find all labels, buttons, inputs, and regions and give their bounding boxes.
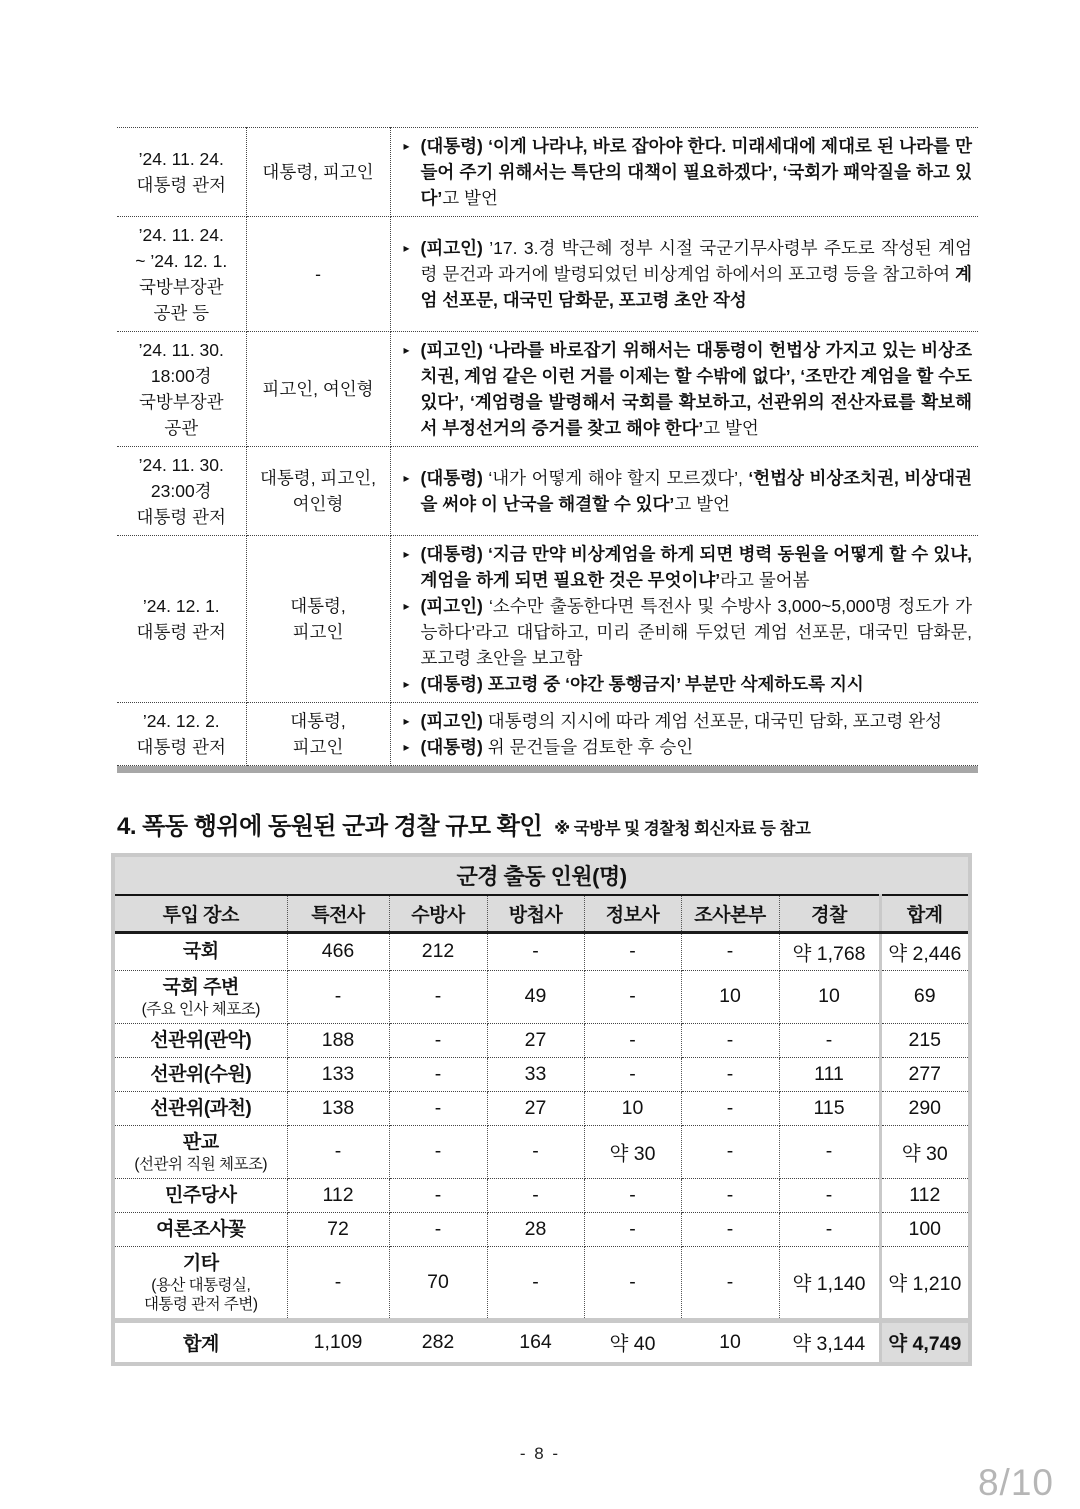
deploy-value-cell: 72 xyxy=(287,1212,389,1246)
bullet-text-segment: ’17. 3.경 박근혜 정부 시절 국군기무사령부 주도로 작성된 계엄령 문건과 과거에 발령되었던 비상계엄 하에서의 포고령 등을 참고하여 xyxy=(420,238,972,284)
deploy-place-label: 민주당사 xyxy=(165,1184,237,1206)
table-end-bar xyxy=(117,766,978,773)
deploy-value-cell: 약 1,768 xyxy=(779,932,880,970)
deploy-value-cell: 100 xyxy=(880,1212,970,1246)
deploy-value-cell: - xyxy=(487,1125,584,1178)
deploy-value-cell: - xyxy=(681,932,779,970)
deployment-table-title-row xyxy=(113,855,970,895)
deploy-place-label: 국회 주변 xyxy=(162,976,239,998)
deploy-value-cell: - xyxy=(389,1057,487,1091)
bullet-text-segment: ‘나라를 바로잡기 위해서는 대통령이 헌법상 가지고 있는 비상조치권, 계엄 같은 이런 거를 이제는 할 수밖에 없다’, ‘조만간 계엄을 할 수도 있다’, ‘계엄령을 발령해서 국회를 확보하고, 선관위의 전산자료를 확보해서 부정선거의 증거를 찾고 해야 한다’ xyxy=(420,340,972,438)
deploy-place-label: 선관위(관악) xyxy=(150,1029,252,1051)
deploy-row xyxy=(113,1125,970,1178)
bullet-marker-icon: ▸ xyxy=(403,677,410,691)
bullet-item xyxy=(401,593,973,671)
deploy-value-cell: 10 xyxy=(584,1091,681,1125)
deploy-total-value-cell: 약 4,749 xyxy=(880,1320,970,1364)
deploy-place-cell xyxy=(113,1178,287,1212)
timeline-row xyxy=(117,128,978,217)
deploy-place-sublabel: (용산 대통령실, xyxy=(151,1276,251,1294)
deploy-value-cell: 27 xyxy=(487,1091,584,1125)
deploy-col-header: 합계 xyxy=(880,895,970,932)
deploy-value-cell: - xyxy=(389,1091,487,1125)
deploy-value-cell: - xyxy=(389,1125,487,1178)
timeline-desc-cell xyxy=(390,703,978,766)
deploy-value-cell: 112 xyxy=(880,1178,970,1212)
deploy-value-cell: - xyxy=(779,1212,880,1246)
bullet-text-segment: (대통령) xyxy=(420,737,488,757)
bullet-item xyxy=(401,671,973,697)
deploy-place-label: 판교 xyxy=(182,1131,219,1153)
bullet-marker-icon: ▸ xyxy=(403,740,410,754)
deploy-value-cell: - xyxy=(287,1246,389,1320)
bullet-text-segment: 고 발언 xyxy=(442,188,498,208)
bullet-text-segment: (피고인) xyxy=(420,711,488,731)
deploy-value-cell: - xyxy=(584,970,681,1023)
deploy-value-cell: 약 30 xyxy=(584,1125,681,1178)
deployment-table-total-row xyxy=(113,1320,970,1364)
deploy-place-cell xyxy=(113,1091,287,1125)
deploy-col-header: 투입 장소 xyxy=(113,895,287,932)
deploy-value-cell: - xyxy=(487,1246,584,1320)
timeline-row xyxy=(117,536,978,703)
bullet-marker-icon: ▸ xyxy=(403,599,410,613)
deploy-value-cell: - xyxy=(584,1178,681,1212)
deploy-value-cell: - xyxy=(584,1246,681,1320)
timeline-when-cell: ’24. 11. 24. ~ ’24. 12. 1. 국방부장관 공관 등 xyxy=(117,217,246,332)
deploy-value-cell: - xyxy=(389,970,487,1023)
bullet-marker-icon: ▸ xyxy=(403,343,410,357)
deploy-value-cell: - xyxy=(681,1023,779,1057)
deploy-col-header: 특전사 xyxy=(287,895,389,932)
deploy-place-cell xyxy=(113,932,287,970)
deploy-value-cell: 215 xyxy=(880,1023,970,1057)
deploy-total-value-cell: 1,109 xyxy=(287,1320,389,1364)
deploy-value-cell: - xyxy=(681,1125,779,1178)
timeline-table xyxy=(117,127,978,766)
deploy-place-cell xyxy=(113,1125,287,1178)
deploy-place-sublabel: (주요 인사 체포조) xyxy=(141,1000,260,1018)
timeline-row xyxy=(117,217,978,332)
deploy-value-cell: - xyxy=(779,1125,880,1178)
bullet-text-segment: (피고인) xyxy=(420,596,490,616)
deploy-value-cell: 49 xyxy=(487,970,584,1023)
deploy-place-cell xyxy=(113,970,287,1023)
bullet-item xyxy=(401,734,973,760)
deploy-value-cell: 69 xyxy=(880,970,970,1023)
deploy-place-sublabel: (선관위 직원 체포조) xyxy=(134,1155,268,1173)
deploy-value-cell: - xyxy=(584,1023,681,1057)
deploy-value-cell: - xyxy=(389,1178,487,1212)
deploy-total-value-cell: 10 xyxy=(681,1320,779,1364)
bullet-text-segment: 계엄 선포문, 대국민 담화문, 포고령 초안 작성 xyxy=(420,264,972,310)
deploy-value-cell: 290 xyxy=(880,1091,970,1125)
deploy-value-cell: 277 xyxy=(880,1057,970,1091)
deploy-total-value-cell: 164 xyxy=(487,1320,584,1364)
timeline-who-cell: 대통령, 피고인 xyxy=(246,536,390,703)
timeline-when-cell: ’24. 12. 1. 대통령 관저 xyxy=(117,536,246,703)
deploy-total-value-cell: 약 3,144 xyxy=(779,1320,880,1364)
bullet-text-segment: (피고인) xyxy=(420,340,489,360)
timeline-when-cell: ’24. 11. 30. 18:00경 국방부장관 공관 xyxy=(117,332,246,447)
bullet-text-segment: 라고 물어봄 xyxy=(720,570,810,590)
deploy-row xyxy=(113,1212,970,1246)
deploy-place-cell xyxy=(113,1057,287,1091)
deploy-place-cell xyxy=(113,1212,287,1246)
bullet-text-segment: (피고인) xyxy=(420,238,490,258)
deploy-value-cell: - xyxy=(584,1212,681,1246)
deploy-place-label: 선관위(과천) xyxy=(150,1097,252,1119)
timeline-desc-cell xyxy=(390,536,978,703)
deploy-value-cell: - xyxy=(681,1212,779,1246)
bullet-text-segment: 고 발언 xyxy=(703,418,759,438)
deploy-value-cell: 133 xyxy=(287,1057,389,1091)
timeline-table-wrap xyxy=(117,127,978,773)
bullet-text-segment: 위 문건들을 검토한 후 승인 xyxy=(487,737,694,757)
bullet-marker-icon: ▸ xyxy=(403,714,410,728)
bullet-item xyxy=(401,235,973,313)
deploy-value-cell: - xyxy=(681,1091,779,1125)
deploy-value-cell: - xyxy=(584,1057,681,1091)
deployment-table xyxy=(111,853,972,1366)
bullet-text-segment: ‘헌법상 비상조치권, 비상대권을 써야 이 난국을 해결할 수 있다’ xyxy=(420,468,972,514)
deploy-value-cell: 111 xyxy=(779,1057,880,1091)
bullet-text-segment: (대통령) xyxy=(420,468,489,488)
deploy-value-cell: 10 xyxy=(681,970,779,1023)
bullet-text-segment: ‘이게 나라냐, 바로 잡아야 한다. 미래세대에 제대로 된 나라를 만들어 주기 위해서는 특단의 대책이 필요하겠다’, ‘국회가 패악질을 하고 있다’ xyxy=(420,136,972,208)
bullet-text-segment: ‘내가 어떻게 해야 할지 모르겠다’, xyxy=(488,468,749,488)
deploy-value-cell: 112 xyxy=(287,1178,389,1212)
deploy-col-header: 정보사 xyxy=(584,895,681,932)
bullet-marker-icon: ▸ xyxy=(403,139,410,153)
deploy-row xyxy=(113,1057,970,1091)
deploy-value-cell: 약 1,140 xyxy=(779,1246,880,1320)
deploy-value-cell: - xyxy=(487,1178,584,1212)
deploy-value-cell: - xyxy=(389,1023,487,1057)
bullet-marker-icon: ▸ xyxy=(403,241,410,255)
timeline-desc-cell xyxy=(390,332,978,447)
deploy-value-cell: - xyxy=(779,1023,880,1057)
deploy-total-value-cell: 282 xyxy=(389,1320,487,1364)
timeline-when-cell: ’24. 12. 2. 대통령 관저 xyxy=(117,703,246,766)
deploy-row xyxy=(113,970,970,1023)
bullet-item xyxy=(401,465,973,517)
deploy-place-label: 기타 xyxy=(182,1252,219,1274)
bullet-marker-icon: ▸ xyxy=(403,471,410,485)
deploy-row xyxy=(113,1246,970,1320)
timeline-row xyxy=(117,332,978,447)
deploy-value-cell: 약 1,210 xyxy=(880,1246,970,1320)
deploy-value-cell: - xyxy=(681,1246,779,1320)
deploy-row xyxy=(113,1178,970,1212)
deploy-col-header: 경찰 xyxy=(779,895,880,932)
deploy-total-label: 합계 xyxy=(113,1320,287,1364)
deploy-value-cell: 10 xyxy=(779,970,880,1023)
bullet-text-segment: 포고령 중 ‘야간 통행금지’ 부분만 삭제하도록 지시 xyxy=(487,674,864,694)
bullet-text-segment: (대통령) xyxy=(420,544,489,564)
deploy-col-header: 조사본부 xyxy=(681,895,779,932)
timeline-who-cell: 대통령, 피고인 xyxy=(246,703,390,766)
deploy-place-sublabel: 대통령 관저 주변) xyxy=(143,1295,258,1313)
timeline-row xyxy=(117,703,978,766)
deploy-value-cell: 70 xyxy=(389,1246,487,1320)
bullet-text-segment: 대통령의 지시에 따라 계엄 선포문, 대국민 담화, 포고령 완성 xyxy=(487,711,943,731)
deploy-place-label: 여론조사꽃 xyxy=(156,1218,246,1240)
deploy-row xyxy=(113,1023,970,1057)
timeline-who-cell: 피고인, 여인형 xyxy=(246,332,390,447)
timeline-when-cell: ’24. 11. 30. 23:00경 대통령 관저 xyxy=(117,447,246,536)
bullet-text-segment: 고 발언 xyxy=(674,494,730,514)
deploy-value-cell: - xyxy=(681,1178,779,1212)
section-heading xyxy=(117,806,978,841)
deploy-value-cell: 약 30 xyxy=(880,1125,970,1178)
deploy-place-cell xyxy=(113,1246,287,1320)
timeline-desc-cell xyxy=(390,447,978,536)
bullet-item xyxy=(401,708,973,734)
deploy-row xyxy=(113,932,970,970)
deploy-value-cell: - xyxy=(779,1178,880,1212)
deploy-value-cell: 33 xyxy=(487,1057,584,1091)
deploy-value-cell: - xyxy=(287,970,389,1023)
deploy-value-cell: 27 xyxy=(487,1023,584,1057)
deploy-value-cell: - xyxy=(389,1212,487,1246)
deploy-total-value-cell: 약 40 xyxy=(584,1320,681,1364)
timeline-who-cell: - xyxy=(246,217,390,332)
bullet-item xyxy=(401,133,973,211)
deploy-value-cell: - xyxy=(584,932,681,970)
deploy-value-cell: 115 xyxy=(779,1091,880,1125)
deployment-table-title: 군경 출동 인원(명) xyxy=(113,855,970,895)
bullet-text-segment: (대통령) xyxy=(420,674,488,694)
bullet-item xyxy=(401,541,973,593)
bullet-text-segment: ‘지금 만약 비상계엄을 하게 되면 병력 동원을 어떻게 할 수 있냐, 계엄을 하게 되면 필요한 것은 무엇이냐’ xyxy=(420,544,973,590)
deploy-value-cell: 약 2,446 xyxy=(880,932,970,970)
timeline-desc-cell xyxy=(390,217,978,332)
bullet-item xyxy=(401,337,973,441)
deploy-value-cell: - xyxy=(681,1057,779,1091)
bullet-text-segment: (대통령) xyxy=(420,136,489,156)
deployment-table-header-row xyxy=(113,895,970,932)
deploy-value-cell: - xyxy=(487,932,584,970)
deploy-value-cell: 466 xyxy=(287,932,389,970)
viewer-page-indicator: 8/10 xyxy=(977,1462,1054,1503)
timeline-desc-cell xyxy=(390,128,978,217)
deploy-value-cell: 28 xyxy=(487,1212,584,1246)
deploy-value-cell: - xyxy=(287,1125,389,1178)
deploy-place-label: 국회 xyxy=(182,941,219,962)
deploy-col-header: 수방사 xyxy=(389,895,487,932)
deploy-row xyxy=(113,1091,970,1125)
section-heading-title: 4. 폭동 행위에 동원된 군과 경찰 규모 확인 xyxy=(117,813,543,840)
deploy-place-label: 선관위(수원) xyxy=(150,1063,252,1085)
deploy-value-cell: 138 xyxy=(287,1091,389,1125)
deploy-value-cell: 212 xyxy=(389,932,487,970)
bullet-text-segment: ‘소수만 출동한다면 특전사 및 수방사 3,000~5,000명 정도가 가능하다’라고 대답하고, 미리 준비해 두었던 계엄 선포문, 대국민 담화문, 포고령 초안을 보고함 xyxy=(420,596,973,668)
timeline-who-cell: 대통령, 피고인 xyxy=(246,128,390,217)
page-number: - 8 - xyxy=(519,1444,561,1463)
deploy-place-cell xyxy=(113,1023,287,1057)
section-heading-note: ※ 국방부 및 경찰청 회신자료 등 참고 xyxy=(554,820,811,838)
deploy-value-cell: 188 xyxy=(287,1023,389,1057)
bullet-marker-icon: ▸ xyxy=(403,547,410,561)
timeline-row xyxy=(117,447,978,536)
timeline-who-cell: 대통령, 피고인, 여인형 xyxy=(246,447,390,536)
deploy-col-header: 방첩사 xyxy=(487,895,584,932)
timeline-when-cell: ’24. 11. 24. 대통령 관저 xyxy=(117,128,246,217)
